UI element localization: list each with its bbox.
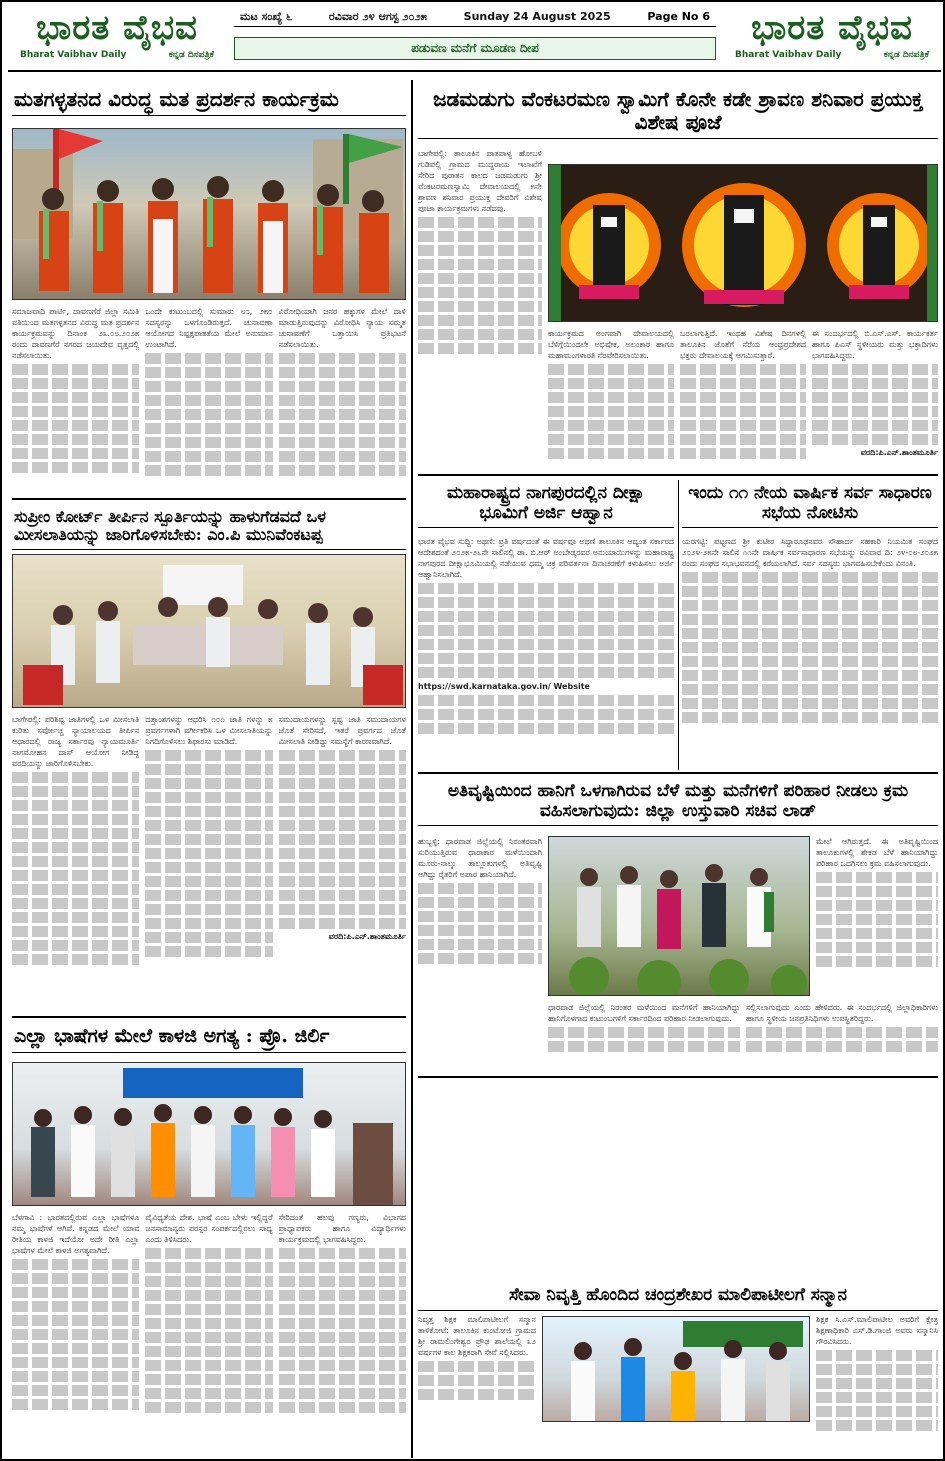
date-kannada: ರವಿವಾರ ೨೪ ಆಗಸ್ಟ ೨೦೨೫ [328,10,427,23]
headline: ಎಲ್ಲಾ ಭಾಷೆಗಳ ಮೇಲೆ ಕಾಳಜಿ ಅಗತ್ಯ : ಪ್ರೊ. ಜಿರ್ಲಿ [12,1022,406,1053]
body-column: ಕಾರ್ಯಕ್ರಮದ ಅಂಗವಾಗಿ ದೇವಾಲಯದಲ್ಲಿ ಬೆಳಿಗ್ಗೆಯಿಂದಲೇ ಅಭಿಷೇಕ, ಅಲಂಕಾರ ಹಾಗೂ ಮಹಾಮಂಗಳಾರತಿ ನೆರವೇರಿಸಲಾಯಿತು. [548,329,674,360]
seminar-photo [12,1062,406,1206]
protest-photo [12,128,406,300]
logo-text: ಭಾರತ ವೈಭವ [36,8,198,48]
body-text: ಭಾರತ ವೈಭವ ಸುದ್ದಿ: ಅಥಣಿ: ಪ್ರತಿ ವರ್ಷದಂತೆ ಈ ವರ್ಷವೂ ಅಥಣಿ ತಾಲೂಕಿನ ಆದ್ಯಂತ ಸರ್ಕಾರದ ಆದೇಶದಂತೆ ೨೦೨೫-೨೬ನೇ ಸಾಲಿನಲ್ಲಿ ಡಾ. ಬಿ.ಆರ್ ಅಂಬೇಡ್ಕರವರ ಅನುಯಾಯಿಗಳನ್ನು ಮಹಾರಾಷ್ಟ್ರ ನಾಗಪುರದ ದೀಕ್ಷಾಭೂಮಿಯಲ್ಲಿ ನಡೆಯುವ ಧಮ್ಮ ಚಕ್ರ ಪರಿವರ್ತನಾ ದಿನಾಚರಣೆಗೆ ಕಳುಹಿಸಲು ಅರ್ಜಿ ಆಹ್ವಾನಿಸಲಾಗಿದೆ. [418,537,674,579]
article-body [548,328,938,470]
page-number: Page No 6 [647,10,710,23]
body-column: ಧಾರವಾಡ ಜಿಲ್ಲೆಯಲ್ಲಿ ನಿರಂತರ ಮಳೆಯಿಂದ ಮನೆಗಳಿಗೆ ಹಾನಿಯಾಗಿದ್ದು ಹಾನಿಗೊಳಗಾದ ಕುಟುಂಬಗಳಿಗೆ ಸರ್ಕಾರದಿಂದ ಪರಿಹಾರ ನೀಡಲಾಗುವುದು. [548,1003,740,1023]
column-divider [411,80,413,1458]
minister-inspection-photo [548,836,810,996]
article-internal-reservation [12,504,406,1014]
headline: ಮತಗಳ್ಳತನದ ವಿರುದ್ಧ ಮತ ಪ್ರದರ್ಶನ ಕಾರ್ಯಕ್ರಮ [12,84,406,116]
website-link[interactable]: https://swd.karnataka.gov.in/ Website [418,682,590,691]
tagline: ಪಡುವಣ ಮನೆಗೆ ಮೂಡಣ ದೀಪ [234,37,716,60]
body-text: ಯರಗಟ್ಟಿ: ಪಟ್ಟಣದ ಶ್ರೀ ಕುಟೀರ ಸಿದ್ಧಾರೂಢನವರ ಸೌಹಾರ್ದ ಸಹಕಾರಿ ನಿಯಮಿತ ಸಂಘದ ೨೦೨೪-೨೫ನೇ ಸಾಲಿನ ೧೧ನೇ ವಾರ್ಷಿಕ ಸರ್ವಸಾಧಾರಣ ಸಭೆಯನ್ನು ರವಿವಾರ ದಿ: ೨೪-೦೮-೨೦೨೫ ರಂದು ಸಂಘದ ಸಭಾಭವನದಲ್ಲಿ ಕರೆಯಲಾಗಿದೆ. ಸರ್ವ ಸದಸ್ಯರು ಭಾಗವಹಿಸಬೇಕೆಂದು ವಿನಂತಿ. [682,537,938,568]
section-divider [12,1016,406,1018]
article-agm-notice [682,480,938,770]
left-column [418,1314,536,1454]
masthead-center [234,8,716,70]
dateline [234,8,716,27]
article-body [12,306,406,492]
lead-column [418,148,542,398]
body-column: ಶಿಕ್ಷಕ ಸಿ.ಎಸ್.ಮಾಲಿಪಾಟೀಲ ಅವರಿಗೆ ಕ್ಷೇತ್ರ ಶಿಕ್ಷಣಾಧಿಕಾರಿ ಎಸ್.ಡಿ.ಗಾಂಜಿ ಅವರು ಸನ್ಮಾನಿಸಿ ಗೌರವಿಸಿದರು. [816,1315,938,1346]
issue-number: ಮಟ ಸಂಖ್ಯೆ ೬ [240,10,293,23]
body-column: ಬಾಗೇಪಲ್ಲಿ: ಪರಿಶಿಷ್ಟ ಜಾತಿಗಳಲ್ಲಿ ಒಳ ಮೀಸಲಾತಿ ಕುರಿತು ಸರ್ವೋಚ್ಚ ನ್ಯಾಯಾಲಯದ ತೀರ್ಪಿನ ಆಧಾರದಲ್ಲಿ ರಾಜ್ಯ ಸರ್ಕಾರವು ನ್ಯಾಯಮೂರ್ತಿ ನಾಗಮೋಹನ ದಾಸ್ ಆಯೋಗ ನೀಡಿದ್ದ ವರದಿಯನ್ನು ಜಾರಿಗೊಳಿಸಬೇಕು. [12,715,140,768]
article-language-concern [12,1022,406,1456]
section-divider [418,1076,938,1078]
body-column: ಒಂದೇ ಕುಟುಂಬದಲ್ಲಿ ಸುಮಾರು ೮೦, ೨೫೦ ಸದಸ್ಯರನ್ನು ಒಳಗೊಂಡಿರುತ್ತದೆ. ಚುನಾವಣಾ ಆಯೋಗದ ನಿಷ್ಪಕ್ಷಪಾತತೆಯ ಮೇಲೆ ಅನುಮಾನ ಉಂಟಾಗಿದೆ. [145,307,273,349]
headline: ಮಹಾರಾಷ್ಟ್ರದ ನಾಗಪುರದಲ್ಲಿನ ದೀಕ್ಷಾ ಭೂಮಿಗೆ ಅರ್ಜಿ ಆಹ್ವಾನ [418,480,674,528]
deity-photo [548,164,938,322]
body-column: ನಿವೃತ್ತ ಶಿಕ್ಷಕ ಮಾಲಿಪಾಟೀಲಗೆ ಸನ್ಮಾನ ತಾಳಿಕೋಟೆ: ತಾಲೂಕಿನ ಕುಂಟೋಜಿ ಗ್ರಾಮದ ಶ್ರೀ ರಾಮಲಿಂಗೇಶ್ವರ ಪ್ರೌಢ ಶಾಲೆಯಲ್ಲಿ ೩೨ ವರ್ಷಗಳ ಕಾಲ ಶಿಕ್ಷಕರಾಗಿ ಸೇವೆ ಸಲ್ಲಿಸಿದರು. [418,1315,536,1357]
section-divider [12,498,406,500]
article-retirement-honour [418,1282,938,1456]
body-column: ವಿರೋಧಿಯಾಗಿ ಜನರ ಹಕ್ಕುಗಳ ಮೇಲೆ ದಾಳಿ ಮಾಡುತ್ತಿರುವುದನ್ನು ವಿರೋಧಿಸಿ ನ್ಯಾಯ ಸಮ್ಮತ ಚುನಾವಣೆಗೆ ಒತ್ತಾಯಿಸಿ ಪ್ರತಿಭಟನೆ ನಡೆಸಲಾಯಿತು. [278,307,406,349]
felicitation-photo [542,1316,810,1422]
logo-sub-kn: ಕನ್ನಡ ದಿನಪತ್ರಿಕೆ [168,50,214,60]
article-body [12,714,406,1012]
logo-left [8,6,226,72]
article-flood-relief [418,778,938,1076]
meeting-photo [12,554,406,708]
headline: ಇಂದು ೧೧ ನೇಯ ವಾರ್ಷಿಕ ಸರ್ವ ಸಾಧಾರಣ ಸಭೆಯ ನೋಟಿಸು [682,480,938,528]
column-divider [678,480,679,770]
headline: ಅತಿವೃಷ್ಟಿಯಿಂದ ಹಾನಿಗೆ ಒಳಗಾಗಿರುವ ಬೆಳೆ ಮತ್ತು ಮನೆಗಳಿಗೆ ಪರಿಹಾರ ನೀಡಲು ಕ್ರಮ ವಹಿಸಲಾಗುವುದು: ಜಿಲ್ಲಾ ಉಸ್ತುವಾರಿ ಸಚಿವ ಲಾಡ್ [418,778,938,826]
masthead [8,6,941,72]
body-column: ಈ ಸಂದರ್ಭದಲ್ಲಿ ಬಿ.ಎಸ್.ಎಸ್. ಕಾರ್ಯಕರ್ತ ಹಾಗೂ ಪಿಎಸ್ ಸ್ಥಳೀಯರು ಮತ್ತು ಭಕ್ತಾದಿಗಳು ಭಾಗವಹಿಸಿದ್ದರು. [812,329,938,360]
body-column: ಮೇಲೆ ಆಗಿರುತ್ತದೆ. ಈ ಅತಿವೃಷ್ಟಿಯಿಂದ ತಾಲೂಕುಗಳಲ್ಲಿ ಶೇಕಡ ಬೆಳೆ ಹಾನಿಯಾಗಿದ್ದು ಪರಿಹಾರ ಒದಗಿಸಲು ಕ್ರಮ ವಹಿಸಲಾಗುವುದು. [816,837,938,868]
byline: ವರದಿ:ಪಿ.ಎನ್.ಶಾಂತಮೂರ್ತಿ [860,448,938,457]
date-english: Sunday 24 August 2025 [463,10,611,23]
right-column [816,1314,938,1454]
body-column: ದತ್ತಾಂಶಗಳನ್ನು ಆಧರಿಸಿ ೧೦೧ ಜಾತಿ ಗಳನ್ನು ೫ ಪ್ರವರ್ಗಗಳಾಗಿ ವರ್ಗೀಕರಿಸಿ ಒಳ ಮೀಸಲಾತಿಯನ್ನು ನಿಗದಿಗೊಳಿಸಲು ಶಿಫಾರಸು ಮಾಡಿದೆ. [145,715,273,746]
article-body [418,536,674,768]
logo-sub-en: Bharat Vaibhav Daily [20,50,127,60]
logo-sub-en: Bharat Vaibhav Daily [735,50,842,60]
body-column: ಬೆಳಗಾವಿ : ಭಾರತದಲ್ಲಿರುವ ಎಲ್ಲಾ ಭಾಷೆಗಳೂ ನಮ್ಮ ಭಾಷೆಗಳೆ ಆಗಿವೆ. ಕನ್ನಡದ ಮೇಲೆ ಯಾವ ರೀತಿಯ ಕಾಳಜಿ ಇದೆಯೋ ಅದೇ ರೀತಿ ಎಲ್ಲಾ ಭಾಷೆಗಳ ಮೇಲೆ ಕಾಳಜಿ ಅಗತ್ಯವಾಗಿದೆ. [12,1213,140,1255]
body-column: ಹುಬ್ಬಳ್ಳಿ: ಧಾರವಾಡ ಜಿಲ್ಲೆಯಲ್ಲಿ ನಿರಂತರವಾಗಿ ಸುರಿಯುತ್ತಿರುವ ಧಾರಾಕಾರ ಮಳೆಯಿಂದಾಗಿ ಮೂರು-ನಾಲ್ಕು ತಾಲ್ಲೂಕುಗಳಲ್ಲಿ ಅತಿವೃಷ್ಟಿ ಆಗಿದ್ದು ರೈತರಿಗೆ ಅಪಾರ ಹಾನಿಯಾಗಿದೆ. [418,837,542,879]
section-divider [418,772,938,774]
article-vote-protest [12,84,406,494]
article-body [682,536,938,768]
logo-sub-kn: ಕನ್ನಡ ದಿನಪತ್ರಿಕೆ [883,50,929,60]
article-body [12,1212,406,1454]
right-column [816,836,938,996]
body-column: ಸೇರಿದಂತೆ ಹಲವು ಗಣ್ಯರು, ವಿಭಾಗದ ಪ್ರಾಧ್ಯಾಪಕರು ಹಾಗೂ ವಿದ್ಯಾರ್ಥಿಗಳು ಕಾರ್ಯಕ್ರಮದಲ್ಲಿ ಭಾಗವಹಿಸಿದ್ದರು. [278,1213,406,1244]
body-column: ಸಲ್ಲಿಸಲಾಗುವುದು ಎಂದು ಹೇಳಿದರು. ಈ ಸಂದರ್ಭದಲ್ಲಿ ಜಿಲ್ಲಾಧಿಕಾರಿಗಳು ಹಾಗೂ ಸ್ಥಳೀಯ ಜನಪ್ರತಿನಿಧಿಗಳು ಉಪಸ್ಥಿತರಿದ್ದರು. [746,1003,938,1023]
logo-text: ಭಾರತ ವೈಭವ [751,8,913,48]
logo-right [723,6,941,72]
article-venkataramana-pooja [418,84,938,472]
article-body [548,1002,938,1074]
headline: ಜಡಮಡುಗು ವೆಂಕಟರಮಣ ಸ್ವಾಮಿಗೆ ಕೊನೇ ಕಡೇ ಶ್ರಾವಣ ಶನಿವಾರ ಪ್ರಯುಕ್ತ ವಿಶೇಷ ಪೂಜೆ [418,84,938,139]
article-deeksha-bhoomi [418,480,674,770]
body-column: ಬರಲಾಗುತ್ತಿದೆ. ಇಂಥಹ ವಿಶೇಷ ದಿನಗಳಲ್ಲಿ ತಾಲೂಕಿನ ಜೊತೆಗೆ ನೆರೆಯ ಆಂಧ್ರಪ್ರದೇಶದ ಭಕ್ತರು ದೇವಾಲಯಕ್ಕೆ ಆಗಮಿಸುತ್ತಾರೆ. [680,329,806,360]
lead-text: ಬಾಗೇಪಲ್ಲಿ: ತಾಲೂಕಿನ ಪಾತಪಾಳ್ಯ ಹೋಬಳಿ ಗುಡಿಪಲ್ಲಿ ಗ್ರಾಮದ ಮುದ್ದರಾಯ ಇಲಾಖೆಗೆ ಸೇರಿದ ಪುರಾತನ ಕಾಲದ ಜಡಮಡುಗು ಶ್ರೀ ವೆಂಕಟರಮಣಸ್ವಾಮಿ ದೇವಾಲಯದಲ್ಲಿ ೫ನೇ ಶ್ರಾವಣ ಶನಿವಾರ ಪ್ರಯುಕ್ತ ದೇವರಿಗೆ ವಿಶೇಷ ಪೂಜಾ ಕಾರ್ಯಕ್ರಮಗಳು ನಡೆದವು. [418,149,542,213]
lead-column [418,836,542,996]
body-column: ಸಮಾಜವಾದಿ ಪಾರ್ಟಿ, ದಾವಣಗೆರೆ ಜಿಲ್ಲಾ ಸಮಿತಿ ವತಿಯಿಂದ ಮತಗಳ್ಳತನದ ವಿರುದ್ಧ ಮತ ಪ್ರದರ್ಶನ ಕಾರ್ಯಕ್ರಮವನ್ನು ದಿನಾಂಕ ೨೩.೦೮.೨೦೨೫ ರಂದು ದಾವಣಗೆರೆ ನಗರದ ಜಯದೇವ ವೃತ್ತದಲ್ಲಿ ನಡೆಸಲಾಯಿತು. [12,307,140,360]
section-divider [418,474,938,476]
headline: ಸುಪ್ರೀಂ ಕೋರ್ಟ್ ತೀರ್ಪಿನ ಸ್ಪೂರ್ತಿಯನ್ನು ಹಾಳುಗೆಡವದೆ ಒಳ ಮೀಸಲಾತಿಯನ್ನು ಜಾರಿಗೊಳಿಸಬೇಕು: ಎಂ.ಪಿ ಮುನಿವೆಂಕಟಪ್ಪ [12,504,406,550]
byline: ವರದಿ:ಪಿ.ಎನ್.ಶಾಂತಮೂರ್ತಿ [328,932,406,941]
body-column: ವೈವಿಧ್ಯತೆಯ ದೇಶ. ಭಾಷೆ ಎಂಬ ಬೇಳು ಇಲ್ಲಿದ್ದರೆ ಜನಸಾಮಾನ್ಯರು ಪರಸ್ಪರ ಸಂಪರ್ಕದಲ್ಲಿರಲು ಸಾಧ್ಯ ಎಂದು ತಿಳಿಸಿದರು. [145,1213,273,1244]
body-column: ಸಮುದಾಯಗಳನ್ನು ಸ್ಪಷ್ಟ ಜಾತಿ ಸಮುದಾಯಗಳ ಜೊತೆ ಸೇರಿಸದೆ, ಇತರೆ ಪ್ರವರ್ಗದ ಜೊತೆ ಮೀಸಲಾತಿ ನೀಡಿದ್ದು ಸಮಸ್ಯೆಗೆ ಕಾರಣವಾಗಿದೆ. [278,715,406,746]
headline: ಸೇವಾ ನಿವೃತ್ತಿ ಹೊಂದಿದ ಚಂದ್ರಶೇಖರ ಮಾಲಿಪಾಟೀಲಗೆ ಸನ್ಮಾನ [418,1282,938,1311]
